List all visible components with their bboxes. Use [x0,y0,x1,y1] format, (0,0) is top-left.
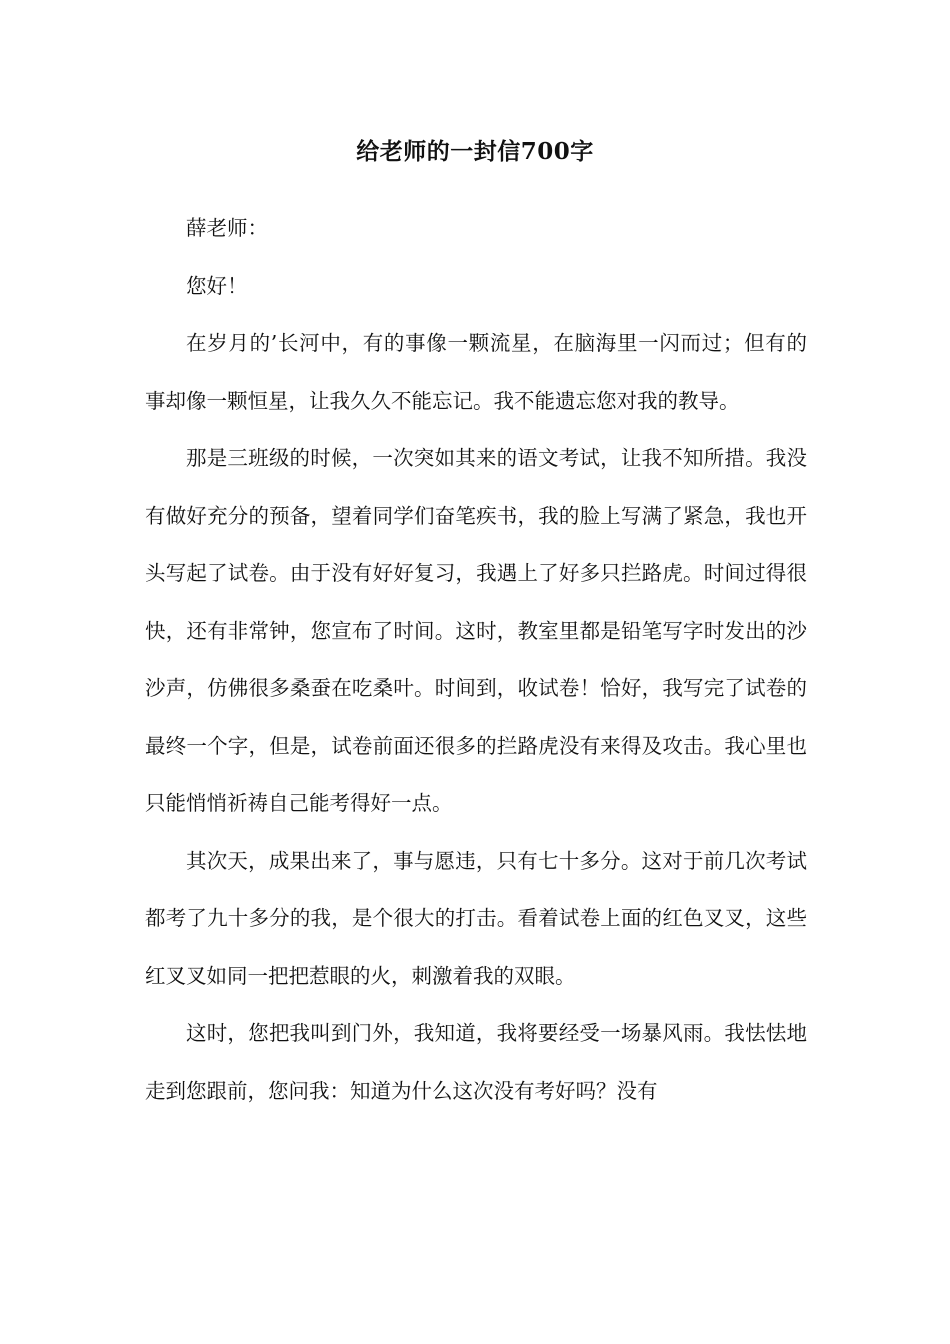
paragraph: 在岁月的’长河中，有的事像一颗流星，在脑海里一闪而过；但有的事却像一颗恒星，让我久久不能忘记。我不能遗忘您对我的教导。 [145,331,807,413]
salutation: 薛老师： [186,216,268,240]
paragraph: 其次天，成果出来了，事与愿违，只有七十多分。这对于前几次考试都考了九十多分的我，是个很大的打击。看着试卷上面的红色叉叉，这些红叉叉如同一把把惹眼的火，刺激着我的双眼。 [145,848,807,988]
greeting: 您好！ [186,273,248,298]
document-title: 给老师的一封信700字 [356,138,594,165]
paragraph: 这时，您把我叫到门外，我知道，我将要经受一场暴风雨。我怯怯地走到您跟前，您问我：知道为什么这次没有考好吗？没有 [145,1021,807,1103]
paragraph: 那是三班级的时候，一次突如其来的语文考试，让我不知所措。我没有做好充分的预备，望着同学们奋笔疾书，我的脸上写满了紧急，我也开头写起了试卷。由于没有好好复习，我遇上了好多只拦路虎。时间过得很快，还有非常钟，您宣布了时间。这时，教室里都是铅笔写字时发出的沙沙声，仿佛很多桑蚕在吃桑叶。时间到，收试卷！恰好，我写完了试卷的最终一个字，但是，试卷前面还很多的拦路虎没有来得及攻击。我心里也只能悄悄祈祷自己能考得好一点。 [145,446,807,815]
letter-body [145,200,807,1120]
